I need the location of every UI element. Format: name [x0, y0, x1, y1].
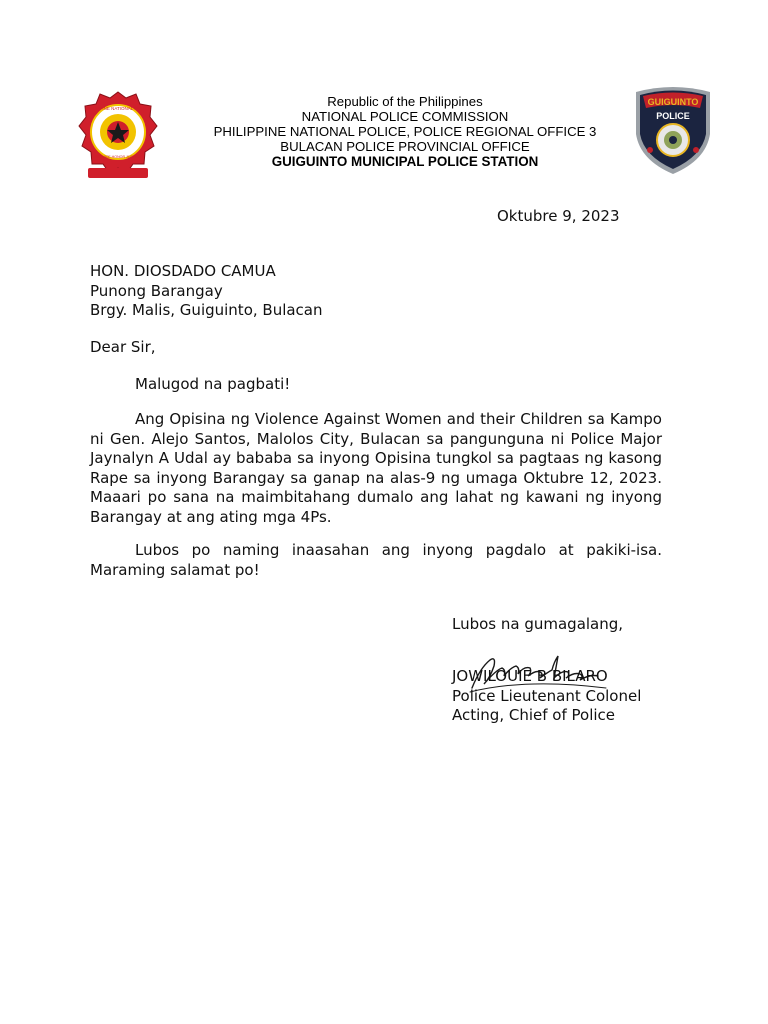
- body-paragraph-2: Lubos po naming inaasahan ang inyong pagdalo at pakiki-isa. Maraming salamat po!: [90, 541, 662, 579]
- salutation: Dear Sir,: [90, 338, 156, 356]
- letterhead-line-napolcom: NATIONAL POLICE COMMISSION: [301, 109, 509, 124]
- addressee-title: Punong Barangay: [90, 281, 223, 300]
- addressee-address: Brgy. Malis, Guiguinto, Bulacan: [90, 301, 323, 319]
- signatory-position: Acting, Chief of Police: [452, 706, 616, 724]
- svg-text:GUIGUINTO: GUIGUINTO: [647, 97, 699, 107]
- complimentary-closing: Lubos na gumagalang,: [452, 615, 624, 633]
- addressee-block: [90, 262, 323, 321]
- pnp-seal-logo: [78, 90, 158, 182]
- letterhead-line-bulacan-ppo: BULACAN POLICE PROVINCIAL OFFICE: [280, 139, 530, 154]
- signatory-rank: Police Lieutenant Colonel: [452, 686, 642, 705]
- body-paragraph-1: Ang Opisina ng Violence Against Women and their Children sa Kampo ni Gen. Alejo Santos, Malolos City, Bulacan sa pangunguna ni Police Major Jaynalyn A Udal ay bababa sa inyong Opisina tungkol sa pagtaas ng kasong Rape sa inyong Barangay sa ganap na alas-9 ng umaga Oktubre 12, 2023. Maaari po sana na maimbitahang dumalo ang lahat ng kawani ng inyong Barangay at ang ating mga 4Ps.: [90, 410, 662, 526]
- letter-date: Oktubre 9, 2023: [497, 207, 620, 225]
- letterhead-line-station: GUIGUINTO MUNICIPAL POLICE STATION: [271, 154, 539, 169]
- letterhead-line-republic: Republic of the Philippines: [327, 94, 483, 109]
- letterhead: [160, 94, 650, 169]
- guiguinto-police-badge-logo: [630, 84, 716, 176]
- signatory-name: JOWILOUIE B BILARO: [452, 667, 608, 685]
- letterhead-line-pnp-pro3: PHILIPPINE NATIONAL POLICE, POLICE REGIONAL OFFICE 3: [213, 124, 597, 139]
- addressee-name: HON. DIOSDADO CAMUA: [90, 262, 276, 280]
- svg-text:POLICE: POLICE: [656, 111, 690, 121]
- greeting: Malugod na pagbati!: [135, 375, 291, 393]
- left-seal-caption: PHILIPPINE NATIONAL POLICE: [85, 106, 151, 111]
- svg-text:SERVICE HONOR JUSTICE: SERVICE HONOR JUSTICE: [94, 155, 142, 159]
- signature-block: [452, 667, 641, 726]
